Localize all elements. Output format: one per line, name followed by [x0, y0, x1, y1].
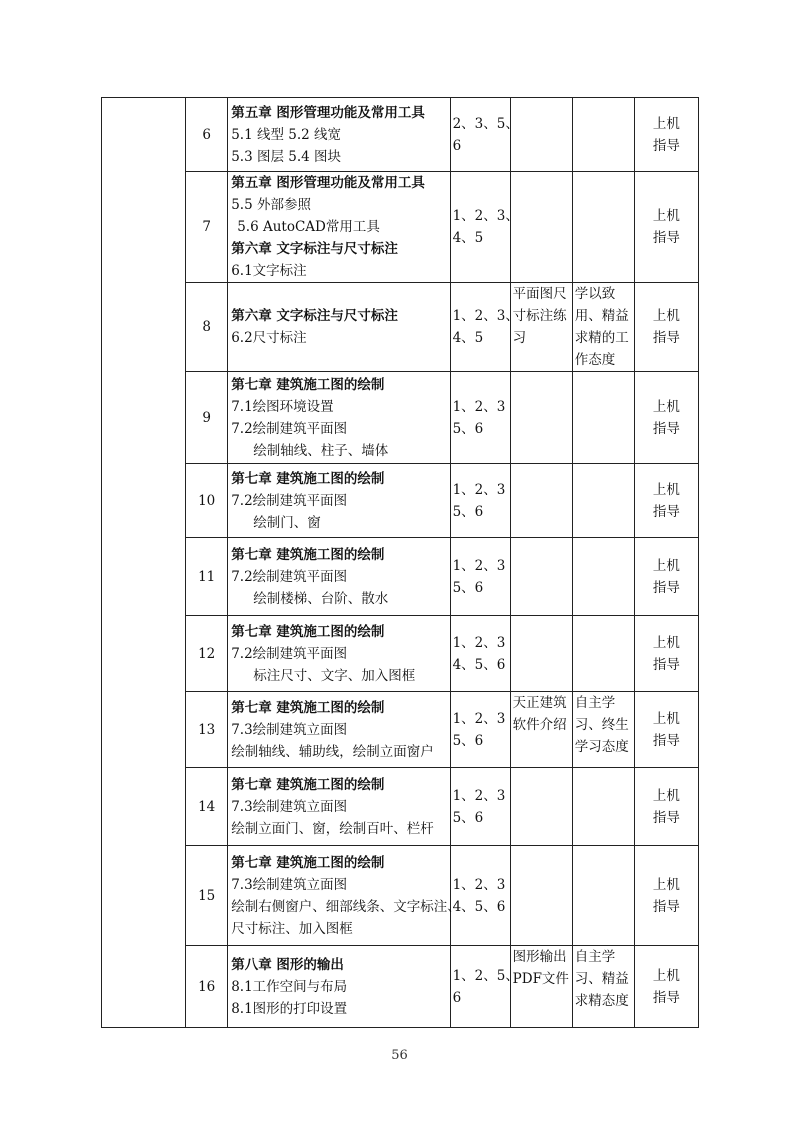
- week-number-cell: [186, 616, 228, 692]
- teaching-method-text: 指导: [652, 989, 680, 1006]
- lesson-hours-cell: [450, 172, 519, 283]
- ideology-element-text: 自主学: [574, 949, 616, 965]
- practice-task-text: 软件介绍: [512, 717, 567, 733]
- lesson-hours-text: 5、6: [452, 732, 484, 749]
- lesson-hours-text: 1、2、3: [452, 398, 506, 415]
- chapter-title: 第七章 建筑施工图的绘制: [231, 546, 385, 563]
- practice-task-cell: [510, 946, 572, 1028]
- lesson-hours-text: 1、2、3、: [452, 208, 519, 224]
- lesson-hours-cell: [450, 98, 519, 172]
- lesson-hours-text: 5、6: [452, 809, 484, 826]
- week-number-cell: [186, 768, 228, 846]
- lesson-hours-cell: [450, 692, 510, 768]
- teaching-method-cell: [634, 616, 698, 692]
- week-number: 15: [198, 887, 216, 904]
- teaching-method-text: 上机: [652, 398, 680, 415]
- week-number: 14: [198, 798, 216, 815]
- teaching-method-text: 上机: [652, 876, 680, 893]
- teaching-method-text: 上机: [652, 481, 680, 498]
- teaching-method-text: 指导: [652, 656, 680, 673]
- teaching-method-text: 指导: [652, 137, 680, 154]
- teaching-content-cell: [228, 616, 450, 692]
- teaching-method-text: 上机: [652, 787, 680, 804]
- chapter-title: 第六章 文字标注与尺寸标注: [231, 241, 398, 257]
- blank-merged-cell: [102, 98, 186, 1028]
- ideology-element-cell: [572, 616, 634, 692]
- content-line: 绘制门、窗: [253, 514, 321, 531]
- practice-task-cell: [510, 616, 572, 692]
- lesson-hours-cell: [450, 283, 519, 372]
- ideology-element-text: 习、精益: [574, 971, 629, 987]
- chapter-title: 第八章 图形的输出: [231, 956, 344, 973]
- chapter-title: 第六章 文字标注与尺寸标注: [231, 308, 398, 324]
- teaching-method-cell: [634, 283, 698, 372]
- ideology-element-text: 用、精益: [574, 308, 629, 324]
- practice-task-text: 平面图尺: [512, 286, 567, 302]
- table-row: [102, 616, 699, 692]
- ideology-element-cell: [572, 372, 634, 464]
- week-number-cell: [186, 283, 228, 372]
- practice-task-cell: [510, 692, 572, 768]
- table-row: [102, 98, 699, 172]
- ideology-element-cell: [572, 172, 634, 283]
- chapter-title: 第七章 建筑施工图的绘制: [231, 470, 385, 487]
- lesson-hours-text: 4、5、6: [452, 656, 506, 673]
- lesson-hours-text: 1、2、3: [452, 787, 506, 804]
- chapter-title: 第五章 图形管理功能及常用工具: [231, 104, 425, 121]
- practice-task-cell: [510, 172, 572, 283]
- ideology-element-cell: [572, 538, 634, 616]
- week-number: 10: [198, 492, 216, 509]
- week-number-cell: [186, 172, 228, 283]
- lesson-hours-text: 4、5、6: [452, 898, 506, 915]
- lesson-hours-text: 4、5: [452, 230, 484, 246]
- practice-task-cell: [510, 372, 572, 464]
- week-number-cell: [186, 372, 228, 464]
- teaching-method-text: 指导: [652, 579, 680, 596]
- table-row: [102, 172, 699, 283]
- lesson-hours-text: 1、2、3: [452, 557, 506, 574]
- content-line: 7.3绘制建筑立面图: [231, 721, 348, 738]
- teaching-method-text: 上机: [652, 115, 680, 132]
- week-number-cell: [186, 538, 228, 616]
- teaching-content-cell: [228, 768, 450, 846]
- week-number-cell: [186, 846, 228, 946]
- chapter-title: 第七章 建筑施工图的绘制: [231, 623, 385, 640]
- practice-task-cell: [510, 283, 572, 372]
- content-line: 6.1文字标注: [231, 263, 307, 279]
- lesson-hours-cell: [450, 538, 510, 616]
- ideology-element-cell: [572, 692, 634, 768]
- content-line: 7.1绘图环境设置: [231, 398, 334, 415]
- content-line: 标注尺寸、文字、加入图框: [253, 667, 416, 684]
- lesson-hours-cell: [450, 464, 510, 538]
- teaching-method-text: 上机: [652, 308, 680, 324]
- chapter-title: 第七章 建筑施工图的绘制: [231, 699, 385, 716]
- teaching-content-cell: [228, 464, 450, 538]
- content-line: 8.1图形的打印设置: [231, 1000, 348, 1017]
- content-line: 5.5 外部参照: [231, 197, 311, 213]
- lesson-hours-text: 1、2、3: [452, 876, 506, 893]
- ideology-element-cell: [572, 946, 634, 1028]
- lesson-hours-text: 1、2、3: [452, 634, 506, 651]
- teaching-content-cell: [228, 98, 450, 172]
- teaching-method-text: 上机: [652, 634, 680, 651]
- ideology-element-cell: [572, 283, 634, 372]
- teaching-method-cell: [634, 946, 698, 1028]
- table-row: [102, 283, 699, 372]
- content-line: 5.1 线型 5.2 线宽: [231, 126, 342, 143]
- ideology-element-cell: [572, 98, 634, 172]
- content-line: 绘制立面门、窗，绘制百叶、栏杆: [231, 820, 434, 837]
- teaching-method-text: 上机: [652, 557, 680, 574]
- ideology-element-cell: [572, 464, 634, 538]
- teaching-method-text: 指导: [652, 809, 680, 826]
- content-line: 7.2绘制建筑平面图: [231, 568, 348, 585]
- content-line: 7.2绘制建筑平面图: [231, 492, 348, 509]
- content-line: 5.3 图层 5.4 图块: [231, 148, 342, 165]
- lesson-hours-text: 5、6: [452, 579, 484, 596]
- lesson-hours-text: 2、3、5、: [452, 115, 519, 132]
- practice-task-text: 寸标注练: [512, 308, 567, 324]
- content-line: 5.6 AutoCAD常用工具: [237, 219, 380, 235]
- week-number-cell: [186, 692, 228, 768]
- content-line: 8.1工作空间与布局: [231, 978, 348, 995]
- practice-task-cell: [510, 768, 572, 846]
- content-line: 7.3绘制建筑立面图: [231, 798, 348, 815]
- week-number: 9: [202, 409, 211, 426]
- content-line: 6.2尺寸标注: [231, 330, 307, 346]
- practice-task-text: 天正建筑: [512, 695, 567, 711]
- lesson-hours-text: 1、2、3、: [452, 308, 519, 324]
- ideology-element-text: 学习态度: [574, 739, 629, 755]
- content-line: 7.2绘制建筑平面图: [231, 420, 348, 437]
- practice-task-cell: [510, 98, 572, 172]
- ideology-element-text: 学以致: [574, 286, 616, 302]
- practice-task-text: 图形输出: [512, 949, 567, 965]
- teaching-method-cell: [634, 538, 698, 616]
- week-number: 11: [198, 568, 216, 585]
- content-line: 绘制轴线、柱子、墙体: [253, 442, 389, 459]
- table-row: [102, 692, 699, 768]
- content-line: 7.3绘制建筑立面图: [231, 876, 348, 893]
- table-row: [102, 538, 699, 616]
- teaching-method-text: 指导: [652, 898, 680, 915]
- lesson-hours-text: 6: [452, 989, 462, 1006]
- course-schedule-table: [101, 97, 699, 1028]
- table-row: [102, 946, 699, 1028]
- teaching-method-text: 指导: [652, 732, 680, 749]
- teaching-method-cell: [634, 768, 698, 846]
- lesson-hours-text: 4、5: [452, 330, 484, 346]
- week-number: 7: [202, 219, 211, 235]
- week-number-cell: [186, 98, 228, 172]
- content-line: 7.2绘制建筑平面图: [231, 645, 348, 662]
- week-number: 12: [198, 645, 216, 662]
- practice-task-cell: [510, 846, 572, 946]
- week-number: 8: [202, 319, 211, 335]
- teaching-content-cell: [228, 846, 461, 946]
- teaching-content-cell: [228, 946, 450, 1028]
- practice-task-cell: [510, 538, 572, 616]
- practice-task-text: 习: [512, 330, 527, 346]
- teaching-method-text: 指导: [652, 503, 680, 520]
- teaching-method-text: 指导: [652, 420, 680, 437]
- lesson-hours-cell: [450, 616, 510, 692]
- table-row: [102, 372, 699, 464]
- ideology-element-text: 作态度: [574, 352, 616, 368]
- chapter-title: 第七章 建筑施工图的绘制: [231, 854, 385, 871]
- content-line: 尺寸标注、加入图框: [231, 920, 353, 937]
- page-number: 56: [391, 1048, 408, 1063]
- chapter-title: 第七章 建筑施工图的绘制: [231, 776, 385, 793]
- content-line: 绘制右侧窗户、细部线条、文字标注、: [231, 898, 461, 915]
- lesson-hours-text: 1、2、5、: [452, 967, 519, 984]
- lesson-hours-cell: [450, 846, 510, 946]
- ideology-element-text: 习、终生: [574, 717, 629, 733]
- week-number: 16: [198, 978, 216, 995]
- teaching-content-cell: [228, 283, 450, 372]
- content-line: 绘制楼梯、台阶、散水: [253, 590, 389, 607]
- content-line: 绘制轴线、辅助线，绘制立面窗户: [231, 743, 434, 760]
- lesson-hours-cell: [450, 946, 519, 1028]
- lesson-hours-cell: [450, 768, 510, 846]
- table-row: [102, 768, 699, 846]
- teaching-content-cell: [228, 538, 450, 616]
- week-number-cell: [186, 464, 228, 538]
- teaching-method-text: 指导: [652, 230, 680, 246]
- teaching-method-cell: [634, 372, 698, 464]
- practice-task-text: PDF文件: [512, 971, 569, 987]
- ideology-element-text: 求精的工: [574, 330, 629, 346]
- practice-task-cell: [510, 464, 572, 538]
- teaching-method-text: 上机: [652, 208, 680, 224]
- teaching-method-text: 上机: [652, 967, 680, 984]
- lesson-hours-text: 1、2、3: [452, 710, 506, 727]
- teaching-content-cell: [228, 692, 450, 768]
- week-number: 6: [202, 126, 211, 143]
- teaching-method-cell: [634, 98, 698, 172]
- lesson-hours-text: 5、6: [452, 420, 484, 437]
- chapter-title: 第五章 图形管理功能及常用工具: [231, 175, 425, 191]
- lesson-hours-text: 1、2、3: [452, 481, 506, 498]
- table-row: [102, 846, 699, 946]
- teaching-method-text: 上机: [652, 710, 680, 727]
- lesson-hours-text: 6: [452, 137, 462, 154]
- lesson-hours-cell: [450, 372, 510, 464]
- table-row: [102, 464, 699, 538]
- ideology-element-text: 自主学: [574, 695, 616, 711]
- teaching-method-cell: [634, 464, 698, 538]
- teaching-method-cell: [634, 692, 698, 768]
- teaching-content-cell: [228, 372, 450, 464]
- week-number-cell: [186, 946, 228, 1028]
- teaching-method-text: 指导: [652, 330, 680, 346]
- week-number: 13: [198, 721, 216, 738]
- teaching-method-cell: [634, 172, 698, 283]
- chapter-title: 第七章 建筑施工图的绘制: [231, 376, 385, 393]
- ideology-element-text: 求精态度: [574, 993, 629, 1009]
- lesson-hours-text: 5、6: [452, 503, 484, 520]
- teaching-content-cell: [228, 172, 450, 283]
- ideology-element-cell: [572, 846, 634, 946]
- teaching-method-cell: [634, 846, 698, 946]
- ideology-element-cell: [572, 768, 634, 846]
